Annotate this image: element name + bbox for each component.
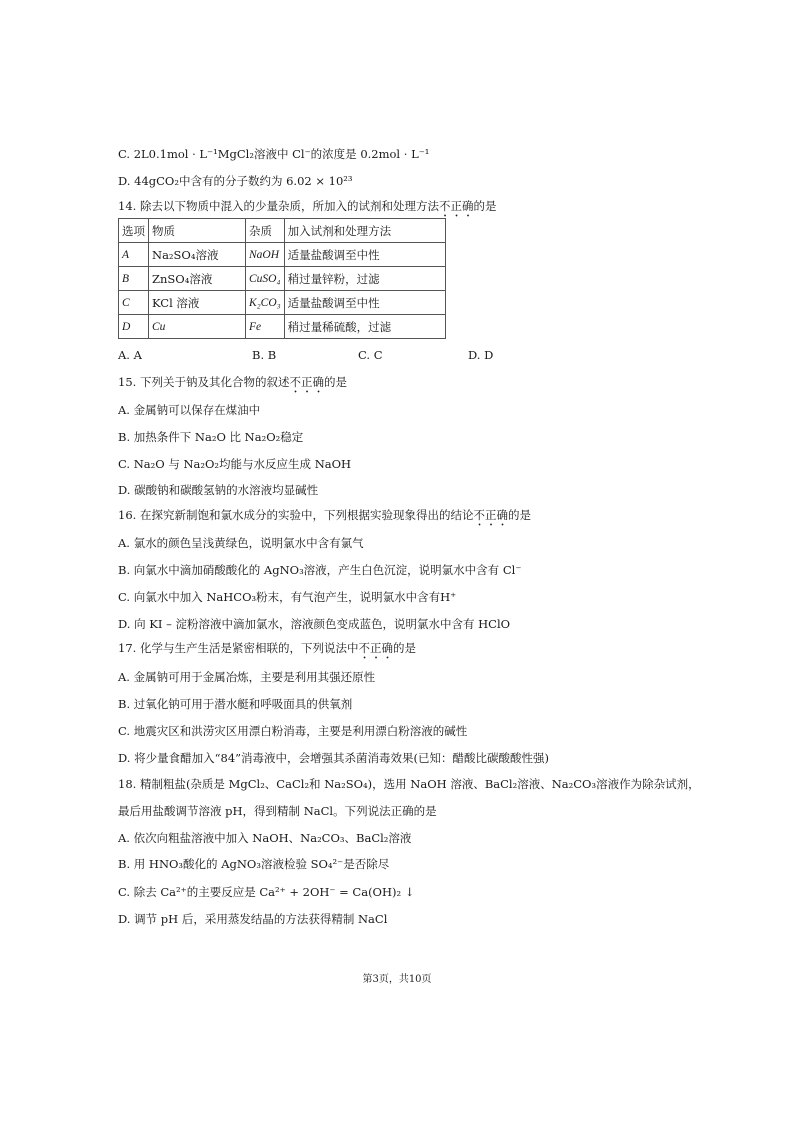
q15-option-d: D. 碳酸钠和碳酸氢钠的水溶液均显碱性	[118, 483, 319, 497]
q15-option-c: C. Na₂O 与 Na₂O₂均能与水反应生成 NaOH	[118, 457, 352, 471]
table-cell: CuSO₄	[246, 267, 285, 291]
table-header-cell: 加入试剂和处理方法	[284, 219, 445, 243]
q16-stem	[118, 507, 531, 529]
page-footer: 第3页，共10页	[362, 974, 432, 985]
table-cell: B	[119, 267, 149, 291]
table-header-cell: 杂质	[246, 219, 285, 243]
table-row	[119, 267, 446, 291]
q15-stem-emphasis: 不正确	[289, 375, 324, 389]
q16-stem-emphasis: 不正确	[473, 508, 508, 522]
choice-c: C. C	[358, 348, 383, 362]
q15-option-b: B. 加热条件下 Na₂O 比 Na₂O₂稳定	[118, 430, 304, 444]
q17-option-d: D. 将少量食醋加入“84”消毒液中，会增强其杀菌消毒效果(已知：醋酸比碳酸酸性强)	[118, 751, 549, 765]
q18-option-c: C. 除去 Ca²⁺的主要反应是 Ca²⁺ + 2OH⁻ = Ca(OH)₂ ↓	[118, 885, 415, 899]
table-cell: NaOH	[246, 243, 285, 267]
q14-stem-before: 14. 除去以下物质中混入的少量杂质，所加入的试剂和处理方法	[118, 199, 439, 213]
q17-option-b: B. 过氧化钠可用于潜水艇和呼吸面具的供氧剂	[118, 697, 353, 711]
q17-stem-before: 17. 化学与生产生活是紧密相联的，下列说法中	[118, 641, 359, 655]
q15-stem	[118, 374, 347, 396]
q18-option-d: D. 调节 pH 后，采用蒸发结晶的方法获得精制 NaCl	[118, 912, 388, 926]
table-cell: A	[119, 243, 149, 267]
table-row	[119, 315, 446, 339]
choice-d: D. D	[468, 348, 494, 362]
table-cell: Fe	[246, 315, 285, 339]
table-cell: KCl 溶液	[149, 291, 246, 315]
table-cell: Cu	[149, 315, 246, 339]
q14-choices	[118, 348, 538, 364]
table-header-cell: 物质	[149, 219, 246, 243]
q13-option-c: C. 2L0.1mol · L⁻¹MgCl₂溶液中 Cl⁻的浓度是 0.2mol · L⁻¹	[118, 147, 430, 161]
q16-option-a: A. 氯水的颜色呈浅黄绿色，说明氯水中含有氯气	[118, 536, 364, 550]
q17-option-c: C. 地震灾区和洪涝灾区用漂白粉消毒，主要是利用漂白粉溶液的碱性	[118, 724, 468, 738]
table-cell: ZnSO₄溶液	[149, 267, 246, 291]
table-row	[119, 243, 446, 267]
q18-option-a: A. 依次向粗盐溶液中加入 NaOH、Na₂CO₃、BaCl₂溶液	[118, 831, 412, 845]
q16-option-d: D. 向 KI – 淀粉溶液中滴加氯水，溶液颜色变成蓝色，说明氯水中含有 HClO	[118, 617, 511, 631]
q16-option-b: B. 向氯水中滴加硝酸酸化的 AgNO₃溶液，产生白色沉淀，说明氯水中含有 Cl⁻	[118, 563, 522, 577]
q13-option-d: D. 44gCO₂中含有的分子数约为 6.02 × 10²³	[118, 174, 353, 188]
q15-stem-after: 的是	[323, 375, 347, 389]
q14-table	[118, 218, 446, 339]
q17-stem-after: 的是	[392, 641, 416, 655]
table-cell: C	[119, 291, 149, 315]
q17-stem-emphasis: 不正确	[358, 641, 393, 655]
q14-stem-after: 的是	[473, 199, 497, 213]
q16-stem-before: 16. 在探究新制饱和氯水成分的实验中，下列根据实验现象得出的结论	[118, 508, 474, 522]
table-header-row	[119, 219, 446, 243]
choice-b: B. B	[252, 348, 277, 362]
q15-option-a: A. 金属钠可以保存在煤油中	[118, 403, 261, 417]
table-cell: 适量盐酸调至中性	[284, 243, 445, 267]
q16-option-c: C. 向氯水中加入 NaHCO₃粉末，有气泡产生，说明氯水中含有H⁺	[118, 590, 457, 604]
q18-stem-line1: 18. 精制粗盐(杂质是 MgCl₂、CaCl₂和 Na₂SO₄)，选用 NaOH 溶液、BaCl₂溶液、Na₂CO₃溶液作为除杂试剂，	[118, 777, 700, 791]
choice-a: A. A	[118, 348, 142, 362]
table-header-cell: 选项	[119, 219, 149, 243]
table-cell: D	[119, 315, 149, 339]
table-cell: 适量盐酸调至中性	[284, 291, 445, 315]
q17-stem	[118, 640, 416, 662]
q14-stem-emphasis: 不正确	[438, 199, 474, 213]
table-cell: Na₂SO₄溶液	[149, 243, 246, 267]
q18-stem-line2: 最后用盐酸调节溶液 pH，得到精制 NaCl。下列说法正确的是	[118, 804, 437, 818]
table-cell: 稍过量锌粉，过滤	[284, 267, 445, 291]
q18-option-b: B. 用 HNO₃酸化的 AgNO₃溶液检验 SO₄²⁻是否除尽	[118, 857, 390, 871]
q17-option-a: A. 金属钠可用于金属冶炼，主要是利用其强还原性	[118, 670, 376, 684]
q15-stem-before: 15. 下列关于钠及其化合物的叙述	[118, 375, 290, 389]
q16-stem-after: 的是	[507, 508, 531, 522]
table-cell: K₂CO₃	[246, 291, 285, 315]
table-row	[119, 291, 446, 315]
table-cell: 稍过量稀硫酸，过滤	[284, 315, 445, 339]
q14-stem	[118, 198, 496, 220]
